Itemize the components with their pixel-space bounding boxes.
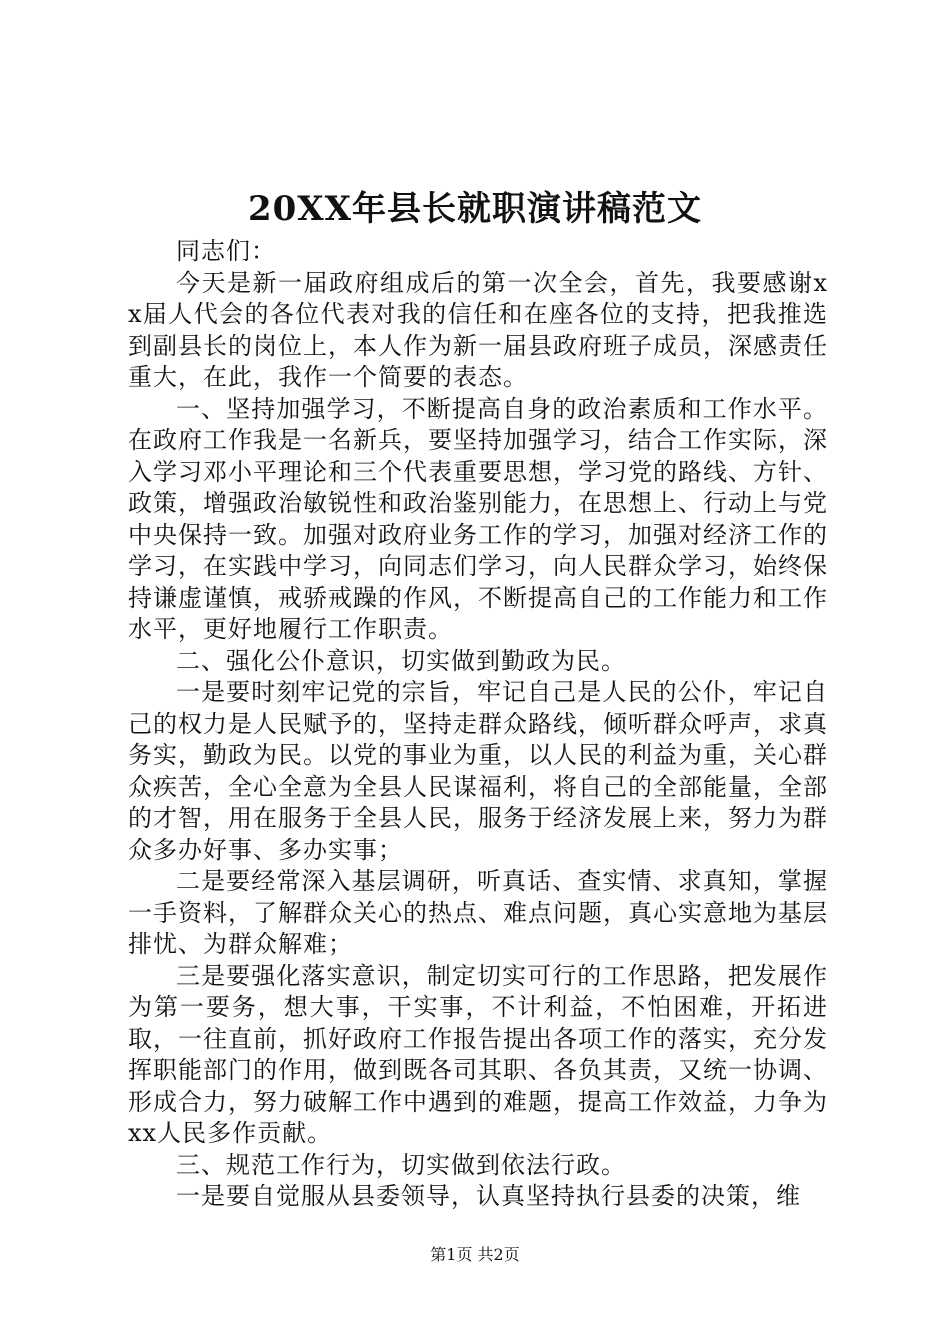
paragraph-intro: 今天是新一届政府组成后的第一次全会，首先，我要感谢xx届人代会的各位代表对我的信任和在座各位的支持，把我推选到副县长的岗位上，本人作为新一届县政府班子成员，深感责任重大，在此，我作一个简要的表态。 — [128, 268, 828, 391]
paragraph-section-2-item-1: 一是要时刻牢记党的宗旨，牢记自己是人民的公仆，牢记自己的权力是人民赋予的，坚持走群众路线，倾听群众呼声，求真务实，勤政为民。以党的事业为重，以人民的利益为重，关心群众疾苦，全心全意为全县人民谋福利，将自己的全部能量，全部的才智，用在服务于全县人民，服务于经济发展上来，努力为群众多办好事、多办实事； — [128, 678, 828, 864]
paragraph-section-2-heading: 二、强化公仆意识，切实做到勤政为民。 — [176, 646, 626, 675]
paragraph-section-2-item-3: 三是要强化落实意识，制定切实可行的工作思路，把发展作为第一要务，想大事，干实事，不计利益，不怕困难，开拓进取，一往直前，抓好政府工作报告提出各项工作的落实，充分发挥职能部门的作用，做到既各司其职、各负其责，又统一协调、形成合力，努力破解工作中遇到的难题，提高工作效益，力争为xx人民多作贡献。 — [128, 961, 828, 1147]
document-body — [128, 236, 828, 1213]
document-title: 20XX年县长就职演讲稿范文 — [247, 189, 703, 229]
paragraph-section-3-heading: 三、规范工作行为，切实做到依法行政。 — [176, 1150, 626, 1179]
paragraph-section-1: 一、坚持加强学习，不断提高自身的政治素质和工作水平。在政府工作我是一名新兵，要坚持加强学习，结合工作实际，深入学习邓小平理论和三个代表重要思想，学习党的路线、方针、政策，增强政治敏锐性和政治鉴别能力，在思想上、行动上与党中央保持一致。加强对政府业务工作的学习，加强对经济工作的学习，在实践中学习，向同志们学习，向人民群众学习，始终保持谦虚谨慎，戒骄戒躁的作风，不断提高自己的工作能力和工作水平，更好地履行工作职责。 — [128, 394, 828, 643]
paragraph-section-3-item-1: 一是要自觉服从县委领导，认真坚持执行县委的决策，维 — [176, 1182, 801, 1210]
page-footer: 第1页 共2页 — [430, 1245, 520, 1264]
paragraph-salutation: 同志们： — [176, 237, 276, 265]
paragraph-section-2-item-2: 二是要经常深入基层调研，听真话、查实情、求真知，掌握一手资料，了解群众关心的热点、难点问题，真心实意地为基层排忧、为群众解难； — [128, 867, 828, 958]
